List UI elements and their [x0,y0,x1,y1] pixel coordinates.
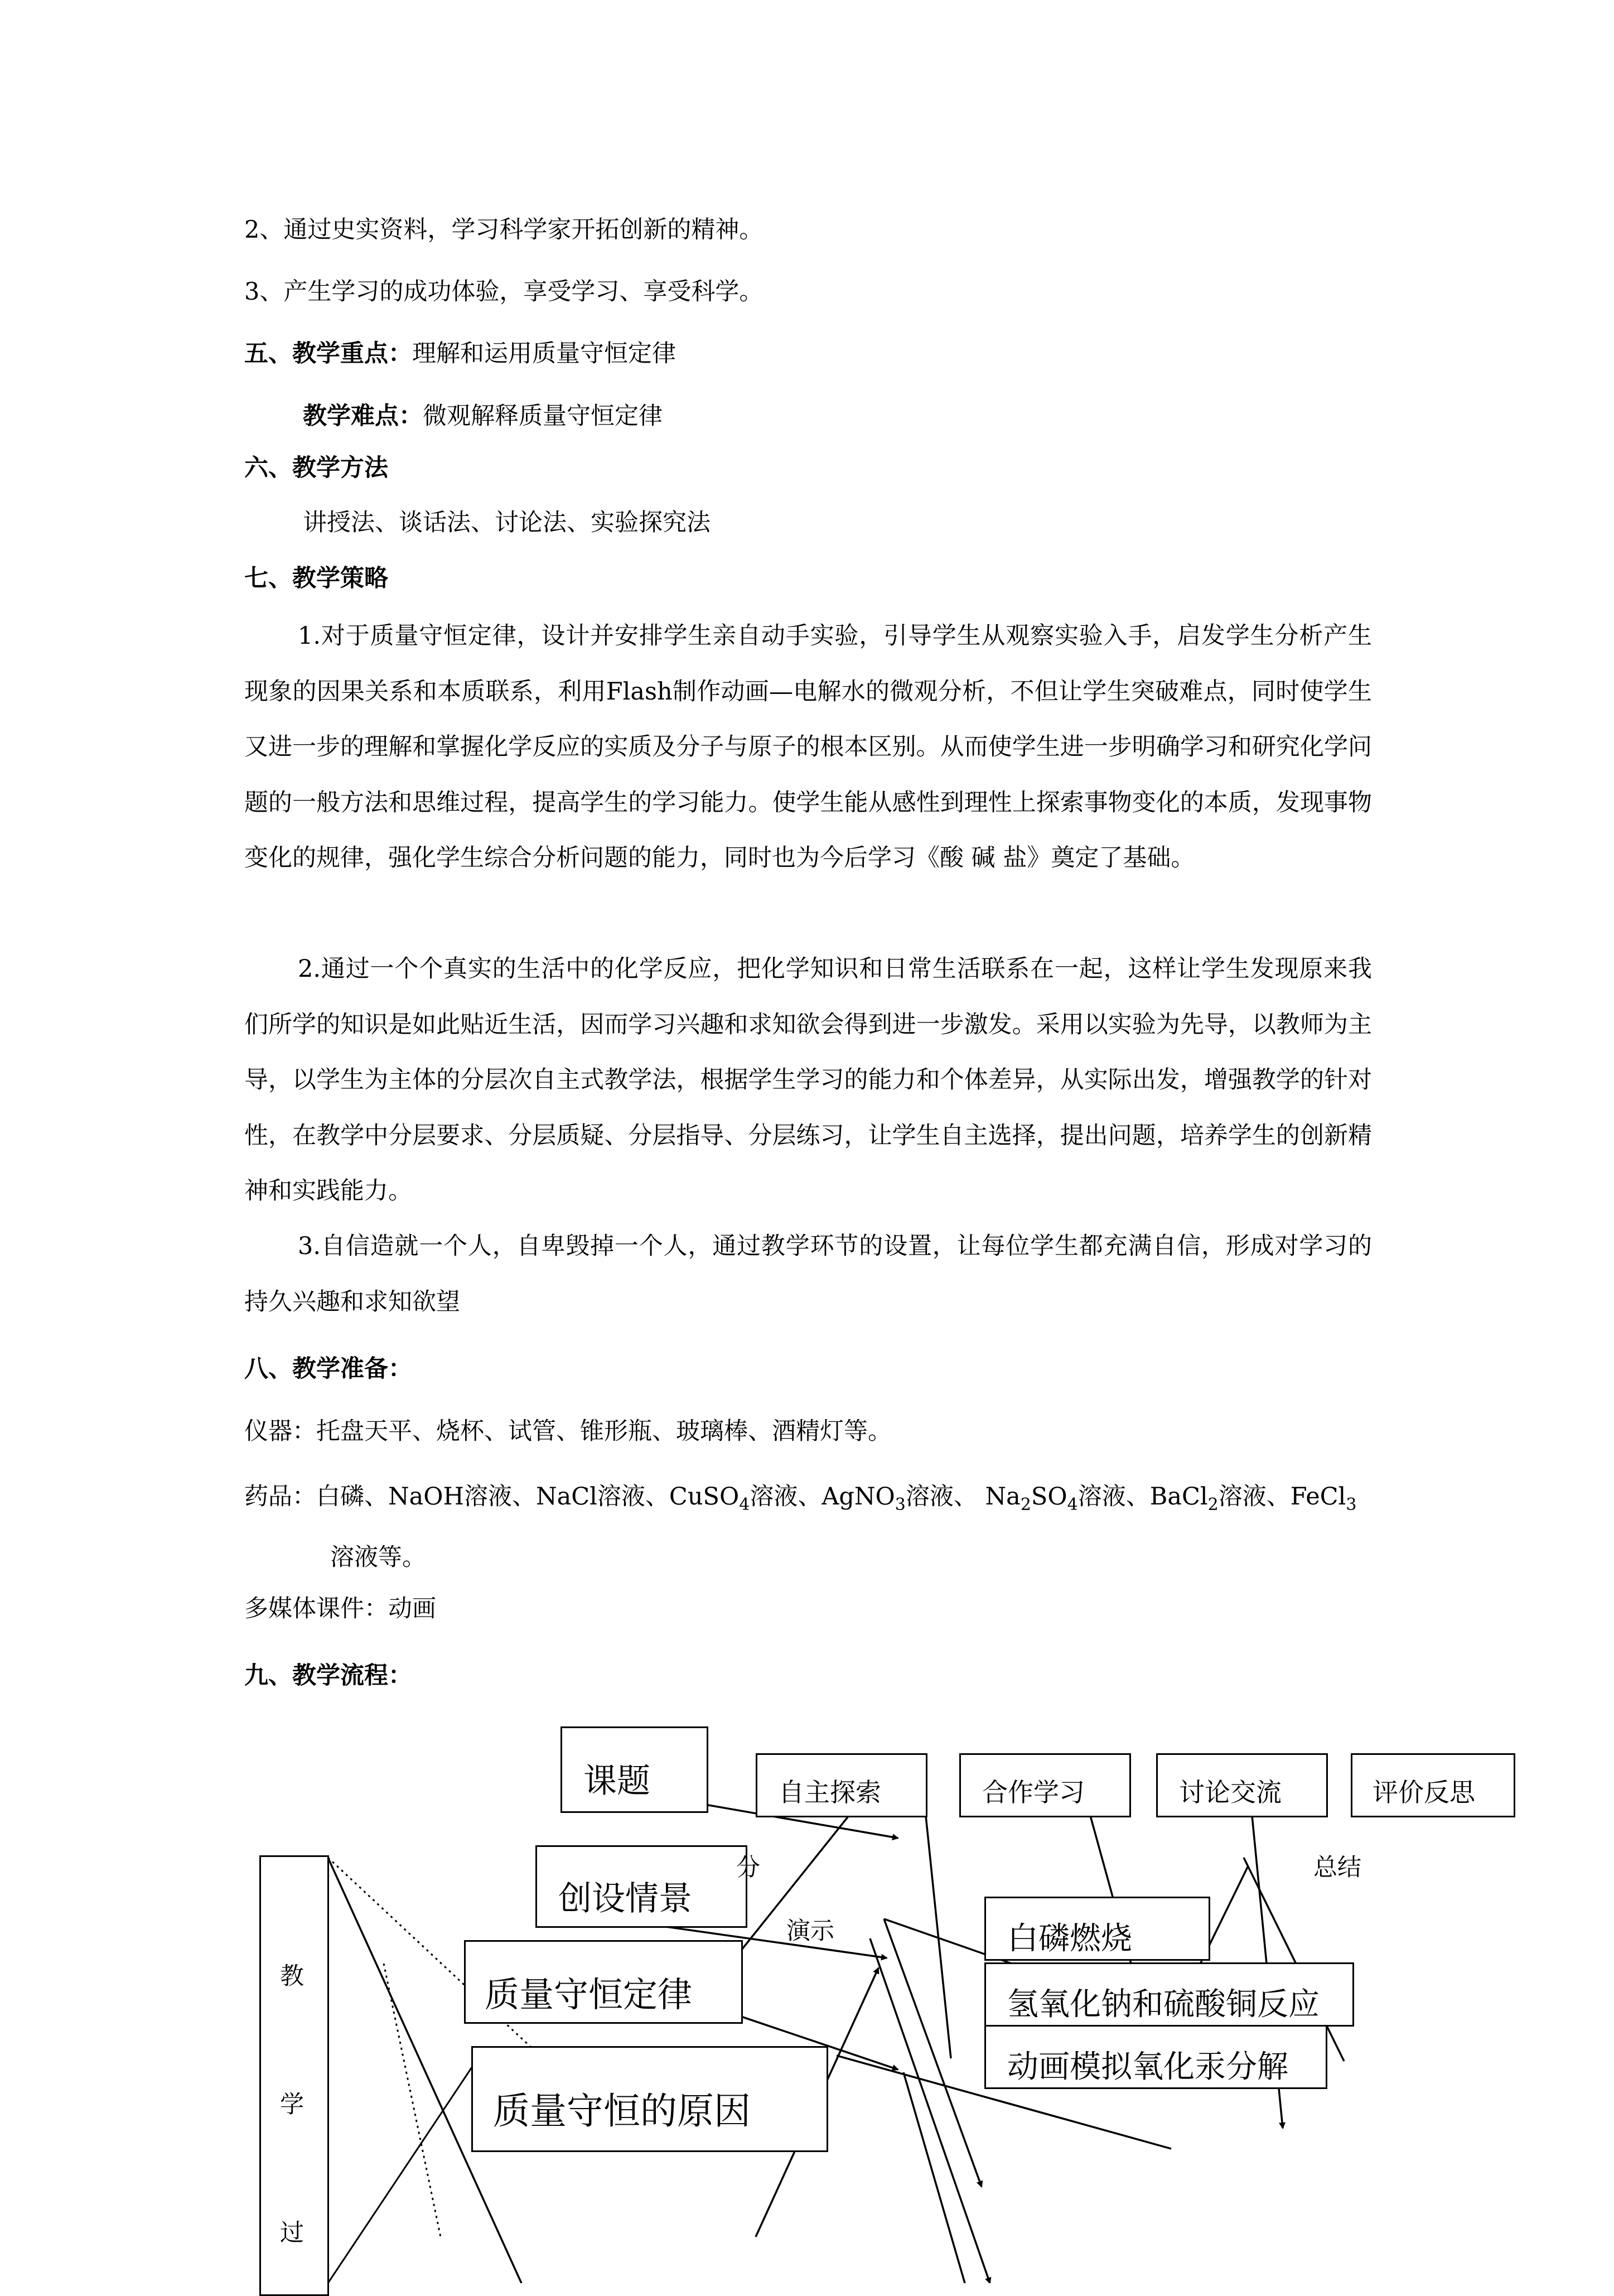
cooperate-box [959,1753,1131,1817]
flow-heading: 九、教学流程： [244,1662,412,1690]
animation-label: 动画模拟氧化汞分解 [1007,2049,1288,2085]
key-point-text: 理解和运用质量守恒定律 [412,340,676,368]
animation-box [984,2025,1327,2089]
methods-text: 讲授法、谈话法、讨论法、实验探究法 [303,509,711,537]
naoh-cuso4-label: 氢氧化钠和硫酸铜反应 [1007,1986,1320,2023]
scenario-box [535,1845,747,1928]
drugs-text-4: SO [1031,1483,1067,1511]
drugs-text-1: 药品：白磷、NaOH溶液、NaCl溶液、CuSO [244,1483,740,1511]
white-phosphorus-label: 白磷燃烧 [1007,1921,1132,1957]
law-label: 质量守恒定律 [485,1974,693,2015]
self-explore-box [756,1753,927,1817]
scenario-label: 创设情景 [558,1879,692,1918]
self-explore-label: 自主探索 [779,1777,881,1807]
subscript: 2 [1207,1495,1219,1514]
drugs-text-2: 溶液、AgNO [750,1483,895,1511]
strategy-heading: 七、教学策略 [244,565,388,592]
difficulty-text: 微观解释质量守恒定律 [423,402,663,430]
subscript: 3 [895,1495,906,1514]
connector-line [328,2064,474,2283]
subscript: 4 [1067,1495,1078,1514]
demo-line [870,1938,990,2283]
reason-label: 质量守恒的原因 [493,2090,751,2133]
white-phosphorus-box [984,1897,1210,1961]
cooperate-label: 合作学习 [982,1777,1085,1807]
key-point-heading: 五、教学重点： [244,340,412,368]
drugs-text-6: 溶液、FeCl [1218,1483,1346,1511]
connector-line [384,1964,441,2237]
discuss-label: 讨论交流 [1179,1777,1282,1807]
difficulty-heading: 教学难点： [303,402,423,430]
subscript: 2 [1020,1495,1031,1514]
subscript: 4 [739,1495,750,1514]
label-summary: 总结 [1313,1854,1361,1882]
process-char-3: 过 [280,2219,304,2247]
topic-box [560,1726,708,1813]
strategy-p1-text: 1.对于质量守恒定律，设计并安排学生亲自动手实验，引导学生从观察实验入手，启发学生分析产生现象的因果关系和本质联系，利用Flash制作动画—电解水的微观分析，不但让学生突破难点，同时使学生又进一步的理解和掌握化学反应的实质及分子与原子的根本区别。从而使学生进一步明确学习和研究化学问题的一般方法和思维过程，提高学生的学习能力。使学生能从感性到理性上探索事物变化的本质，发现事物变化的规律，强化学生综合分析问题的能力，同时也为今后学习《酸 碱 盐》奠定了基础。 [244,622,1372,872]
strategy-p3-text: 3.自信造就一个人，自卑毁掉一个人，通过教学环节的设置，让每位学生都充满自信，形成对学习的持久兴趣和求知欲望 [244,1232,1372,1316]
methods-heading: 六、教学方法 [244,454,388,482]
process-char-1: 教 [280,1962,304,1990]
subscript: 3 [1346,1495,1357,1514]
strategy-p2-text: 2.通过一个个真实的生活中的化学反应，把化学知识和日常生活联系在一起，这样让学生发现原来我们所学的知识是如此贴近生活，因而学习兴趣和求知欲会得到进一步激发。采用以实验为先导，以教师为主导，以学生为主体的分层次自主式教学法，根据学生学习的能力和个体差异，从实际出发，增强教学的针对性，在教学中分层要求、分层质疑、分层指导、分层练习，让学生自主选择，提出问题，培养学生的创新精神和实践能力。 [244,955,1372,1205]
goal-item-2: 2、通过史实资料，学习科学家开拓创新的精神。 [244,216,763,244]
evaluate-box [1351,1753,1515,1817]
label-fen: 分 [736,1854,760,1882]
drugs-line-end: 溶液等。 [330,1543,426,1571]
naoh-cuso4-box [984,1962,1354,2027]
multimedia-text: 多媒体课件：动画 [244,1595,436,1623]
label-demo: 演示 [786,1917,834,1945]
topic-label: 课题 [583,1762,650,1801]
discuss-box [1156,1753,1328,1817]
goal-item-3: 3、产生学习的成功体验，享受学习、享受科学。 [244,278,763,306]
drugs-text-5: 溶液、BaCl [1077,1483,1208,1511]
law-box [464,1940,743,2024]
demo-line [903,2072,965,2283]
preparation-heading: 八、教学准备： [244,1355,412,1383]
drugs-text-3: 溶液、 Na [905,1483,1021,1511]
evaluate-label: 评价反思 [1373,1777,1475,1807]
demo-line [884,1919,982,2187]
reason-box [471,2046,828,2152]
instruments-text: 仪器：托盘天平、烧杯、试管、锥形瓶、玻璃棒、酒精灯等。 [244,1417,892,1445]
vertical-line [926,1816,951,2058]
process-char-2: 学 [280,2091,304,2119]
process-box [259,1855,329,2296]
